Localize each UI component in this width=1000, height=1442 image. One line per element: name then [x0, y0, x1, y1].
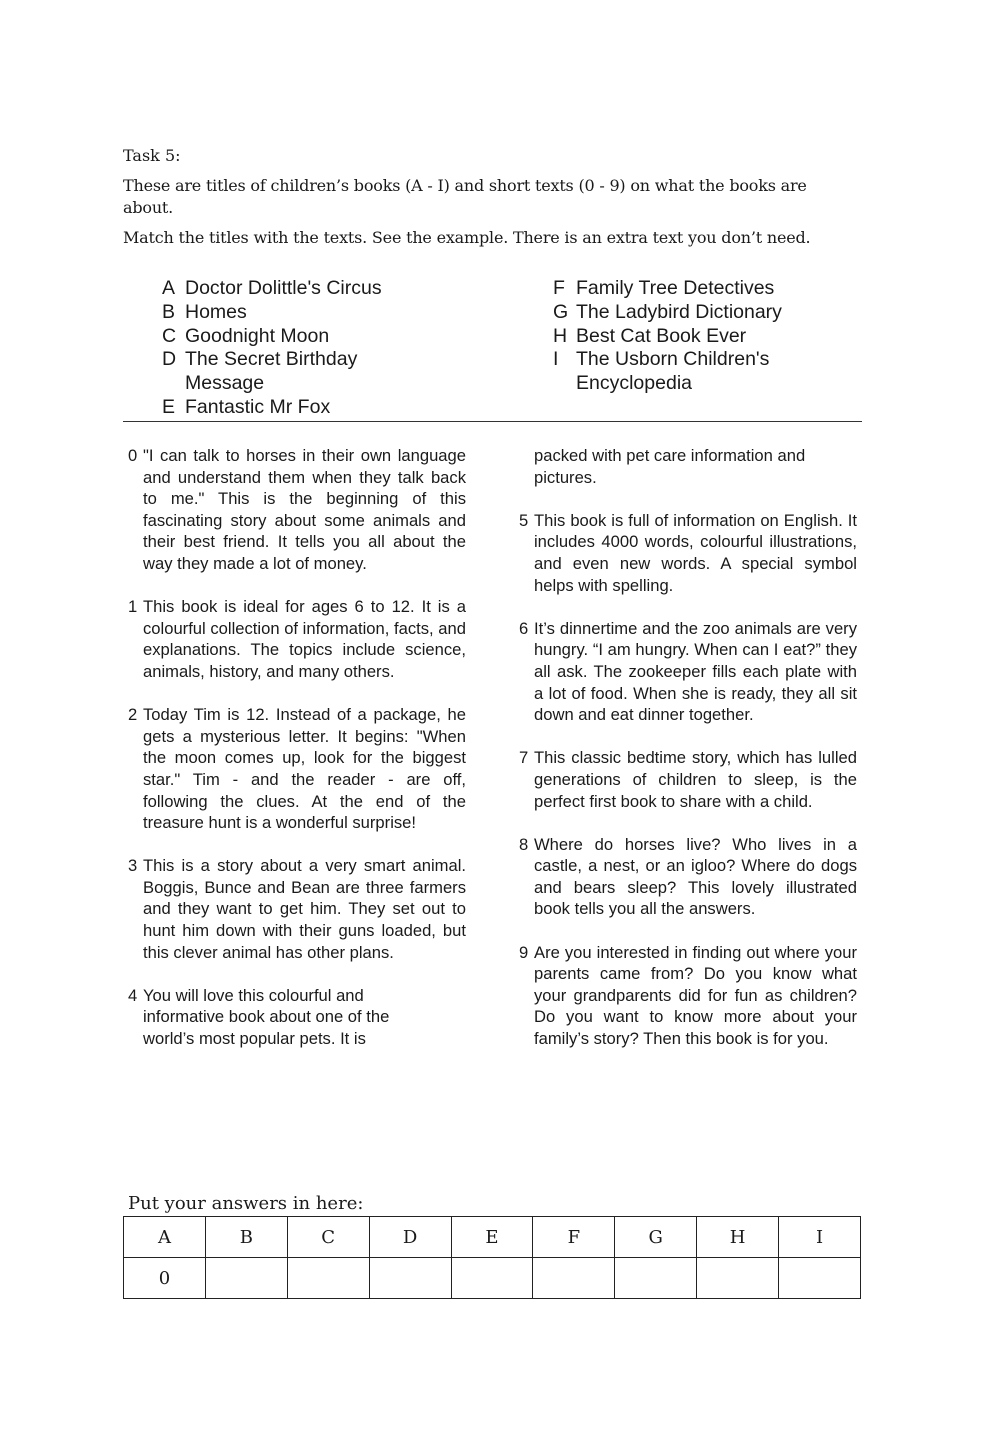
book-titles-left: [162, 277, 425, 420]
book-title-e: [162, 396, 425, 420]
book-title-d: [162, 348, 425, 396]
title-letter: D: [162, 348, 177, 371]
title-text: Best Cat Book Ever: [576, 324, 747, 347]
title-text: The Usborn Children's Encyclopedia: [576, 348, 770, 395]
answer-header-a: A: [124, 1217, 206, 1258]
text-item-4: [128, 985, 466, 1050]
answer-cell-i[interactable]: [779, 1258, 861, 1299]
text-number: 5: [519, 510, 529, 530]
text-number: 8: [519, 834, 529, 854]
text-body: This is a story about a very smart animal. Boggis, Bunce and Bean are three farmers and they want to get him. They set out to hunt him down with their guns loaded, but this clever animal has other plans.: [143, 856, 466, 962]
text-item-2: [128, 704, 466, 834]
title-text: Family Tree Detectives: [576, 277, 775, 299]
answer-header-f: F: [533, 1217, 615, 1258]
answer-input-row: [124, 1258, 861, 1299]
answer-cell-d[interactable]: [369, 1258, 451, 1299]
text-number: 4: [128, 985, 138, 1005]
text-item-3: [128, 855, 466, 963]
text-number: 2: [128, 705, 138, 725]
text-item-8: [519, 834, 857, 920]
text-number: 6: [519, 618, 529, 638]
text-body: Are you interested in finding out where your parents came from? Do you know what your grandparents did for fun as children? Do you want to know more about your family’s story? Then this book is for you.: [534, 942, 857, 1049]
answer-header-g: G: [615, 1217, 697, 1258]
book-title-f: [553, 277, 816, 301]
book-title-c: [162, 325, 425, 349]
title-letter: I: [553, 348, 559, 371]
title-text: The Secret Birthday Message: [185, 348, 358, 395]
answer-cell-b[interactable]: [205, 1258, 287, 1299]
text-number: 0: [128, 446, 138, 465]
text-body: This book is full of information on English. It includes 4000 words, colourful illustrations, and even new words. A special symbol helps with spelling.: [534, 510, 857, 595]
text-item-4-continuation: packed with pet care information and pictures.: [534, 446, 806, 487]
text-number: 9: [519, 942, 529, 962]
answers-label: Put your answers in here:: [128, 1193, 364, 1214]
text-body: Where do horses live? Who lives in a castle, a nest, or an igloo? Where do dogs and bears sleep? This lovely illustrated book tells you all the answers.: [534, 834, 857, 919]
answer-cell-e[interactable]: [451, 1258, 533, 1299]
title-text: Homes: [185, 300, 247, 323]
answer-table: [123, 1216, 861, 1299]
text-body: This classic bedtime story, which has lulled generations of children to sleep, is the perfect first book to share with a child.: [534, 748, 857, 811]
task-match-instructions: Match the titles with the texts. See the example. There is an extra text you don’t need.: [123, 228, 811, 247]
answer-cell-c[interactable]: [287, 1258, 369, 1299]
title-text: The Ladybird Dictionary: [576, 300, 782, 323]
title-letter: B: [162, 300, 176, 323]
book-title-g: [553, 301, 816, 325]
answer-header-b: B: [205, 1217, 287, 1258]
book-title-a: [162, 277, 425, 301]
text-body: It’s dinnertime and the zoo animals are very hungry. “I am hungry. When can I eat?” they all ask. The zookeeper fills each plate with a lot of food. When she is ready, they all sit down and eat dinner together.: [534, 618, 857, 725]
text-item-0: [128, 445, 466, 575]
text-number: 3: [128, 856, 138, 876]
text-body: Today Tim is 12. Instead of a package, he gets a mysterious letter. It begins: "When the moon comes up, look for the biggest star." Tim - and the reader - are off, following the clues. At the end of the treasure hunt is a wonderful surprise!: [143, 705, 466, 833]
title-letter: C: [162, 324, 177, 347]
text-body: "I can talk to horses in their own language and understand them when they talk back to me." This is the beginning of this fascinating story about some animals and their best friend. It tells you all about the way they made a lot of money.: [143, 446, 466, 573]
answer-cell-g[interactable]: [615, 1258, 697, 1299]
title-letter: F: [553, 277, 565, 299]
text-body: You will love this colourful and informative book about one of the world’s most popular pets. It is: [143, 985, 390, 1049]
text-item-7: [519, 747, 857, 812]
title-letter: H: [553, 324, 568, 347]
book-title-i: [553, 348, 816, 396]
answer-header-d: D: [369, 1217, 451, 1258]
title-text: Goodnight Moon: [185, 324, 330, 347]
task-title: Task 5:: [123, 146, 181, 165]
answer-cell-h[interactable]: [697, 1258, 779, 1299]
answer-cell-a: 0: [124, 1258, 206, 1299]
title-text: Doctor Dolittle's Circus: [185, 277, 382, 299]
text-number: 7: [519, 748, 529, 768]
text-number: 1: [128, 597, 138, 617]
text-item-6: [519, 618, 857, 726]
text-item-5: [519, 510, 857, 596]
answer-header-c: C: [287, 1217, 369, 1258]
answer-header-h: H: [697, 1217, 779, 1258]
title-letter: A: [162, 277, 176, 299]
text-item-9: [519, 942, 857, 1050]
title-letter: E: [162, 395, 176, 418]
answer-header-i: I: [779, 1217, 861, 1258]
texts-column-right: [519, 445, 857, 1071]
task-instructions: These are titles of children’s books (A - I) and short texts (0 - 9) on what the books are about.: [123, 176, 807, 217]
title-text: Fantastic Mr Fox: [185, 395, 331, 418]
book-title-b: [162, 301, 425, 325]
book-title-h: [553, 325, 816, 349]
book-titles-right: [553, 277, 816, 396]
title-letter: G: [553, 300, 569, 323]
section-divider: [123, 421, 862, 422]
answer-cell-f[interactable]: [533, 1258, 615, 1299]
text-body: This book is ideal for ages 6 to 12. It is a colourful collection of information, facts, and explanations. The topics include science, animals, history, and many others.: [143, 597, 466, 681]
text-item-1: [128, 596, 466, 682]
answer-header-e: E: [451, 1217, 533, 1258]
texts-column-left: [128, 445, 466, 1071]
answer-header-row: [124, 1217, 861, 1258]
